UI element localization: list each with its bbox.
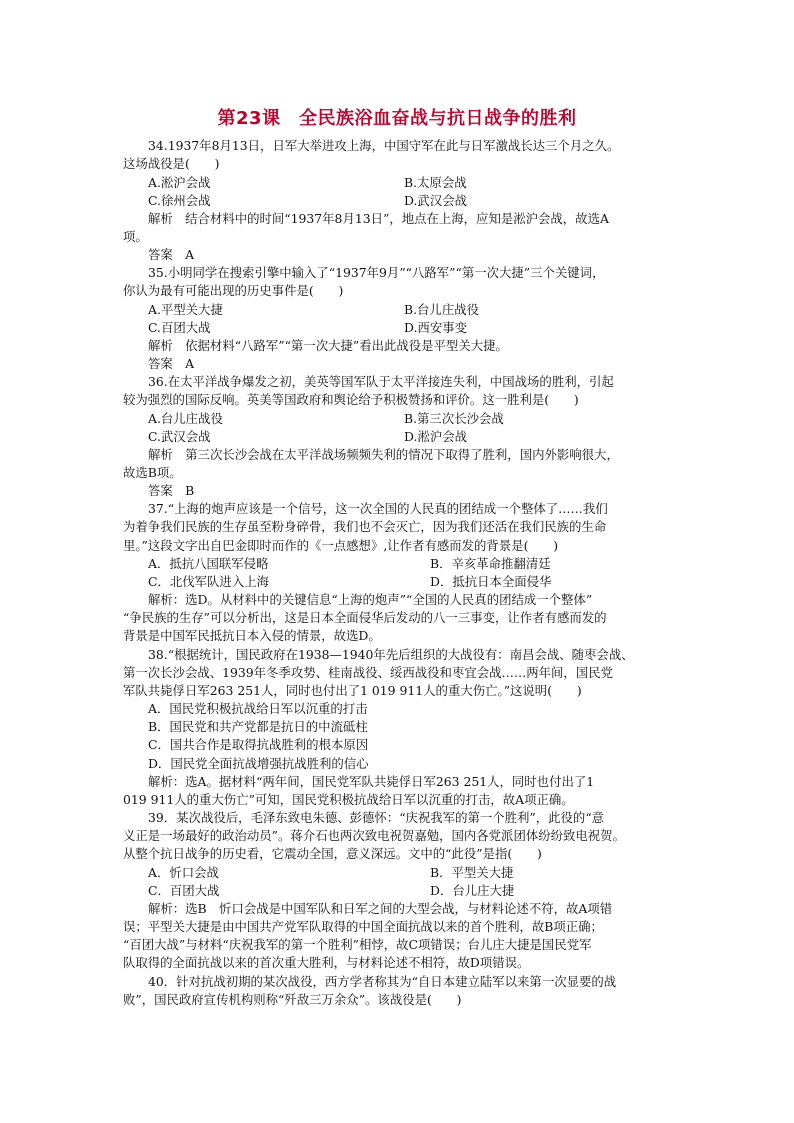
q38-stem: 38.“根据统计，国民政府在1938—1940年先后组织的大战役有：南昌会战、随枣会战、 <box>148 647 634 662</box>
q35-analysis: 解析 依据材料“八路军”“第一次大捷”看出此战役是平型关大捷。 <box>148 338 508 353</box>
page-title: 第23课 全民族浴血奋战与抗日战争的胜利 <box>217 108 577 129</box>
q36-stem: 较为强烈的国际反响。英美等国政府和舆论给予积极赞扬和评价。这一胜利是( ) <box>123 392 579 407</box>
q35-stem: 35.小明同学在搜索引擎中输入了“1937年9月”“八路军”“第一次大捷”三个关键词， <box>148 265 605 280</box>
q36-option-b: B.第三次长沙会战 <box>404 411 504 426</box>
q39-analysis: 误；平型关大捷是由中国共产党军队取得的中国全面抗战以来的首个胜利，故B项正确； <box>123 919 603 934</box>
q38-stem: 军队共毙俘日军263 251人，同时也付出了1 019 911人的重大伤亡。”这说明( ) <box>123 683 582 698</box>
q40-stem: 败”，国民政府宣传机构则称“歼敌三万余众”。该战役是( ) <box>123 992 462 1007</box>
q38-option-d: D．国民党全面抗战增强抗战胜利的信心 <box>148 756 369 771</box>
q37-option-d: D．抵抗日本全面侵华 <box>430 574 552 589</box>
q35-option-a: A.平型关大捷 <box>148 302 223 317</box>
q36-answer: 答案 B <box>148 483 195 498</box>
q37-analysis: 背景是中国军民抵抗日本入侵的情景，故选D。 <box>123 628 381 643</box>
q38-stem: 第一次长沙会战、1939年冬季攻势、桂南战役、绥西战役和枣宜会战……两年间，国民党 <box>123 665 613 680</box>
q34-analysis: 解析 结合材料中的时间“1937年8月13日”，地点在上海，应知是淞沪会战，故选A <box>148 211 609 226</box>
q34-option-b: B.太原会战 <box>404 175 467 190</box>
q34-answer: 答案 A <box>148 247 195 262</box>
q35-option-d: D.西安事变 <box>404 320 467 335</box>
q37-stem: 为着争我们民族的生存虽至粉身碎骨，我们也不会灭亡，因为我们还活在我们民族的生命 <box>123 519 607 534</box>
q37-stem: 里。”这段文字出自巴金即时而作的《一点感想》,让作者有感而发的背景是( ) <box>123 538 559 553</box>
q35-option-b: B.台儿庄战役 <box>404 302 479 317</box>
q35-stem: 你认为最有可能出现的历史事件是( ) <box>123 283 344 298</box>
q40-stem: 40．针对抗战初期的某次战役，西方学者称其为“自日本建立陆军以来第一次显要的战 <box>148 974 617 989</box>
q39-stem: 从整个抗日战争的历史看，它震动全国，意义深远。文中的“此役”是指( ) <box>123 846 542 861</box>
q38-option-b: B．国民党和共产党都是抗日的中流砥柱 <box>148 719 368 734</box>
q39-option-b: B．平型关大捷 <box>430 865 514 880</box>
q38-option-a: A．国民党积极抗战给日军以沉重的打击 <box>148 701 368 716</box>
q39-option-a: A．忻口会战 <box>148 865 219 880</box>
q34-stem: 34.1937年8月13日，日军大举进攻上海，中国守军在此与日军激战长达三个月之久。 <box>148 138 620 153</box>
q39-analysis: “百团大战”与材料“庆祝我军的第一个胜利”相悖，故C项错误；台儿庄大捷是国民党军 <box>123 937 592 952</box>
q37-analysis: “争民族的生存”可以分析出，这是日本全面侵华后发动的八一三事变，让作者有感而发的 <box>123 610 607 625</box>
q39-stem: 39．某次战役后，毛泽东致电朱德、彭德怀：“庆祝我军的第一个胜利”，此役的“意 <box>148 810 605 825</box>
q37-stem: 37.“上海的炮声应该是一个信号，这一次全国的人民真的团结成一个整体了……我们 <box>148 501 608 516</box>
q37-option-b: B．辛亥革命推翻清廷 <box>430 556 551 571</box>
q38-option-c: C．国共合作是取得抗战胜利的根本原因 <box>148 737 369 752</box>
q34-option-d: D.武汉会战 <box>404 193 467 208</box>
q34-option-c: C.徐州会战 <box>148 193 211 208</box>
q36-analysis: 解析 第三次长沙会战在太平洋战场频频失利的情况下取得了胜利，国内外影响很大， <box>148 447 619 462</box>
q39-option-c: C．百团大战 <box>148 883 220 898</box>
q39-option-d: D．台儿庄大捷 <box>430 883 515 898</box>
q36-stem: 36.在太平洋战争爆发之初，美英等国军队于太平洋接连失利，中国战场的胜利，引起 <box>148 374 614 389</box>
q36-option-d: D.淞沪会战 <box>404 429 467 444</box>
q39-analysis: 解析：选B 忻口会战是中国军队和日军之间的大型会战，与材料论述不符，故A项错 <box>148 901 613 916</box>
q34-analysis: 项。 <box>123 229 148 244</box>
q37-option-a: A．抵抗八国联军侵略 <box>148 556 269 571</box>
q36-analysis: 故选B项。 <box>123 465 182 480</box>
q38-analysis: 解析：选A。据材料“两年间，国民党军队共毙俘日军263 251人，同时也付出了1 <box>148 774 595 789</box>
q35-option-c: C.百团大战 <box>148 320 211 335</box>
q36-option-a: A.台儿庄战役 <box>148 411 223 426</box>
q35-answer: 答案 A <box>148 356 195 371</box>
q37-analysis: 解析：选D。从材料中的关键信息“上海的炮声”“全国的人民真的团结成一个整体” <box>148 592 593 607</box>
q39-analysis: 队取得的全面抗战以来的首次重大胜利，与材料论述不相符，故D项错误。 <box>123 955 530 970</box>
q34-stem: 这场战役是( ) <box>123 156 220 171</box>
q39-stem: 义正是一场最好的政治动员”。蒋介石也两次致电祝贺嘉勉，国内各党派团体纷纷致电祝贺。 <box>123 828 625 843</box>
q37-option-c: C．北伐军队进入上海 <box>148 574 269 589</box>
q34-option-a: A.淞沪会战 <box>148 175 211 190</box>
q36-option-c: C.武汉会战 <box>148 429 211 444</box>
q38-analysis: 019 911人的重大伤亡”可知，国民党积极抗战给日军以沉重的打击，故A项正确。 <box>123 792 574 807</box>
